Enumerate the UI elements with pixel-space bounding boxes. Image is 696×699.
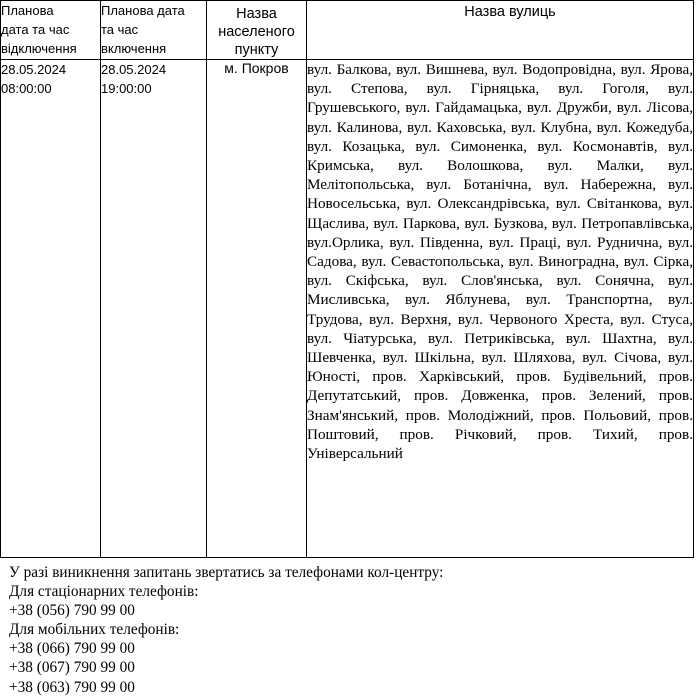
off-time: 08:00:00 <box>1 81 52 96</box>
header-on-datetime: Планова дата та час включення <box>101 1 207 60</box>
on-date: 28.05.2024 <box>101 62 167 77</box>
table-row <box>1 60 694 558</box>
on-time: 19:00:00 <box>101 81 152 96</box>
mobile-phone-2: +38 (067) 790 99 00 <box>9 659 135 677</box>
mobile-label: Для мобільних телефонів: <box>9 621 180 639</box>
header-off-datetime: Планова дата та час відключення <box>1 1 101 60</box>
on-datetime-cell <box>101 60 207 558</box>
mobile-phone-1: +38 (066) 790 99 00 <box>9 640 135 658</box>
off-date: 28.05.2024 <box>1 62 67 77</box>
header-streets: Назва вулиць <box>307 1 694 60</box>
mobile-phone-3: +38 (063) 790 99 00 <box>9 678 135 696</box>
place-cell: м. Покров <box>207 60 307 558</box>
contact-intro: У разі виникнення запитань звертатись за телефонами кол-центру: <box>9 564 444 581</box>
off-datetime-cell <box>1 60 101 558</box>
streets-cell: вул. Балкова, вул. Вишнева, вул. Водопровідна, вул. Ярова, вул. Степова, вул. Гірняцька, вул. Гоголя, вул. Грушевського, вул. Гайдамацька, вул. Дружби, вул. Лісова, вул. Калинова, вул. Каховська, вул. Клубна, вул. Кожедуба, вул. Козацька, вул. Симоненка, вул. Космонавтів, вул. Кримська, вул. Волошкова, вул. Малки, вул. Мелітопольська, вул. Ботанічна, вул. Набережна, вул. Новосельська, вул. Олександрівська, вул. Світанкова, вул. Щаслива, вул. Паркова, вул. Бузкова, вул. Петропавлівська, вул.Орлика, вул. Південна, вул. Праці, вул. Руднична, вул. Садова, вул. Севастопольська, вул. Виноградна, вул. Сірка, вул. Скіфська, вул. Слов'янська, вул. Сонячна, вул. Мисливська, вул. Яблунева, вул. Транспортна, вул. Трудова, вул. Верхня, вул. Червоного Хреста, вул. Стуса, вул. Чіатурська, вул. Петриківська, вул. Шахтна, вул. Шевченка, вул. Шкільна, вул. Шляхова, вул. Січова, вул. Юності, пров. Харківський, пров. Будівельний, пров. Депутатський, пров. Довженка, пров. Зелений, пров. Знам'янський, пров. Молодіжний, пров. Польовий, пров. Поштовий, пров. Річковий, пров. Тихий, пров. Універсальний <box>307 60 694 558</box>
table-header-row <box>1 1 694 60</box>
landline-label: Для стаціонарних телефонів: <box>9 583 199 601</box>
landline-phone: +38 (056) 790 99 00 <box>9 602 135 620</box>
contact-info <box>9 563 443 697</box>
header-place: Назва населеного пункту <box>207 1 307 60</box>
